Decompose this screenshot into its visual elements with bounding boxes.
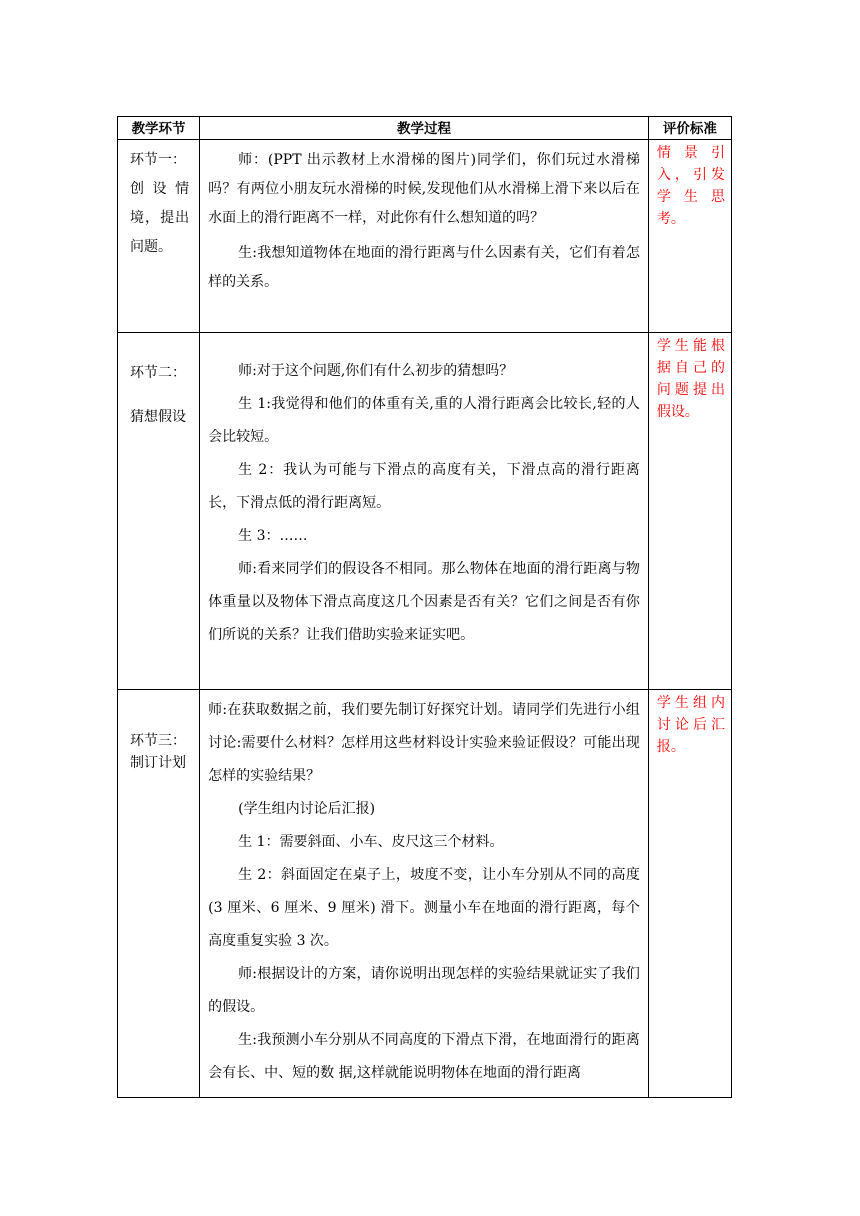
evaluation-cell <box>648 690 731 1098</box>
stage-line: 问题。 <box>130 239 172 255</box>
evaluation-line: 讨论后汇 <box>656 717 725 733</box>
stage-line: 境，提出 <box>130 210 190 226</box>
process-paragraph: (学生组内讨论后汇报) <box>238 801 376 817</box>
evaluation-line: 考。 <box>656 211 685 227</box>
process-paragraph: 生 2：我认为可能与下滑点的高度有关，下滑点高的滑行距离长，下滑点低的滑行距离短。 <box>208 462 640 511</box>
process-paragraph: 生 3：…… <box>238 528 308 544</box>
evaluation-line: 问题提出 <box>656 382 725 398</box>
evaluation-line: 入，引发 <box>656 167 725 183</box>
stage-line: 环节一： <box>130 152 186 168</box>
evaluation-cell <box>648 333 731 690</box>
stage-line: 猜想假设 <box>130 409 186 425</box>
process-paragraph: 生:我预测小车分别从不同高度的下滑点下滑，在地面滑行的距离会有长、中、短的数 据,这样就能说明物体在地面的滑行距离 <box>208 1032 640 1081</box>
evaluation-line: 学生能根 <box>656 338 725 354</box>
evaluation-line: 假设。 <box>656 404 699 420</box>
process-paragraph: 生 2：斜面固定在桌子上，坡度不变，让小车分别从不同的高度(3 厘米、6 厘米、9 厘米) 滑下。测量小车在地面的滑行距离，每个高度重复实验 3 次。 <box>208 867 640 949</box>
stage-line: 环节二： <box>130 365 186 381</box>
stage-line: 制订计划 <box>130 755 186 771</box>
process-cell <box>200 333 649 690</box>
table-header-row <box>118 117 732 140</box>
stage-cell <box>118 140 200 333</box>
stage-cell <box>118 690 200 1098</box>
evaluation-line: 学生组内 <box>656 695 725 711</box>
stage-cell <box>118 333 200 690</box>
process-paragraph: 生 1:我觉得和他们的体重有关,重的人滑行距离会比较长,轻的人会比较短。 <box>208 396 640 445</box>
table-row <box>118 140 732 333</box>
process-paragraph: 师:看来同学们的假设各不相同。那么物体在地面的滑行距离与物体重量以及物体下滑点高度这几个因素是否有关？它们之间是否有你们所说的关系？让我们借助实验来证实吧。 <box>208 561 640 643</box>
stage-line: 环节三： <box>130 733 186 749</box>
process-paragraph: 师:在获取数据之前，我们要先制订好探究计划。请同学们先进行小组讨论:需要什么材料？怎样用这些材料设计实验来验证假设？可能出现怎样的实验结果？ <box>208 702 640 784</box>
evaluation-line: 据自己的 <box>656 360 725 376</box>
process-cell <box>200 690 649 1098</box>
evaluation-cell <box>648 140 731 333</box>
evaluation-line: 情景引 <box>656 145 725 161</box>
process-paragraph: 生:我想知道物体在地面的滑行距离与什么因素有关，它们有着怎样的关系。 <box>208 245 640 290</box>
process-paragraph: 师:对于这个问题,你们有什么初步的猜想吗？ <box>238 363 514 379</box>
evaluation-line: 报。 <box>656 739 685 755</box>
table-row <box>118 690 732 1098</box>
evaluation-line: 学生思 <box>656 189 725 205</box>
header-evaluation-criteria: 评价标准 <box>648 117 731 140</box>
table-row <box>118 333 732 690</box>
process-cell <box>200 140 649 333</box>
lesson-plan-table <box>117 116 732 1098</box>
process-paragraph: 生 1：需要斜面、小车、皮尺这三个材料。 <box>238 834 504 850</box>
header-teaching-stage: 教学环节 <box>118 117 200 140</box>
header-teaching-process: 教学过程 <box>200 117 649 140</box>
process-paragraph: 师:根据设计的方案，请你说明出现怎样的实验结果就证实了我们的假设。 <box>208 966 640 1015</box>
stage-line: 创设情 <box>130 181 190 197</box>
process-paragraph: 师：(PPT 出示教材上水滑梯的图片)同学们，你们玩过水滑梯吗？有两位小朋友玩水滑梯的时候,发现他们从水滑梯上滑下来以后在水面上的滑行距离不一样，对此你有什么想知道的吗？ <box>208 152 640 226</box>
